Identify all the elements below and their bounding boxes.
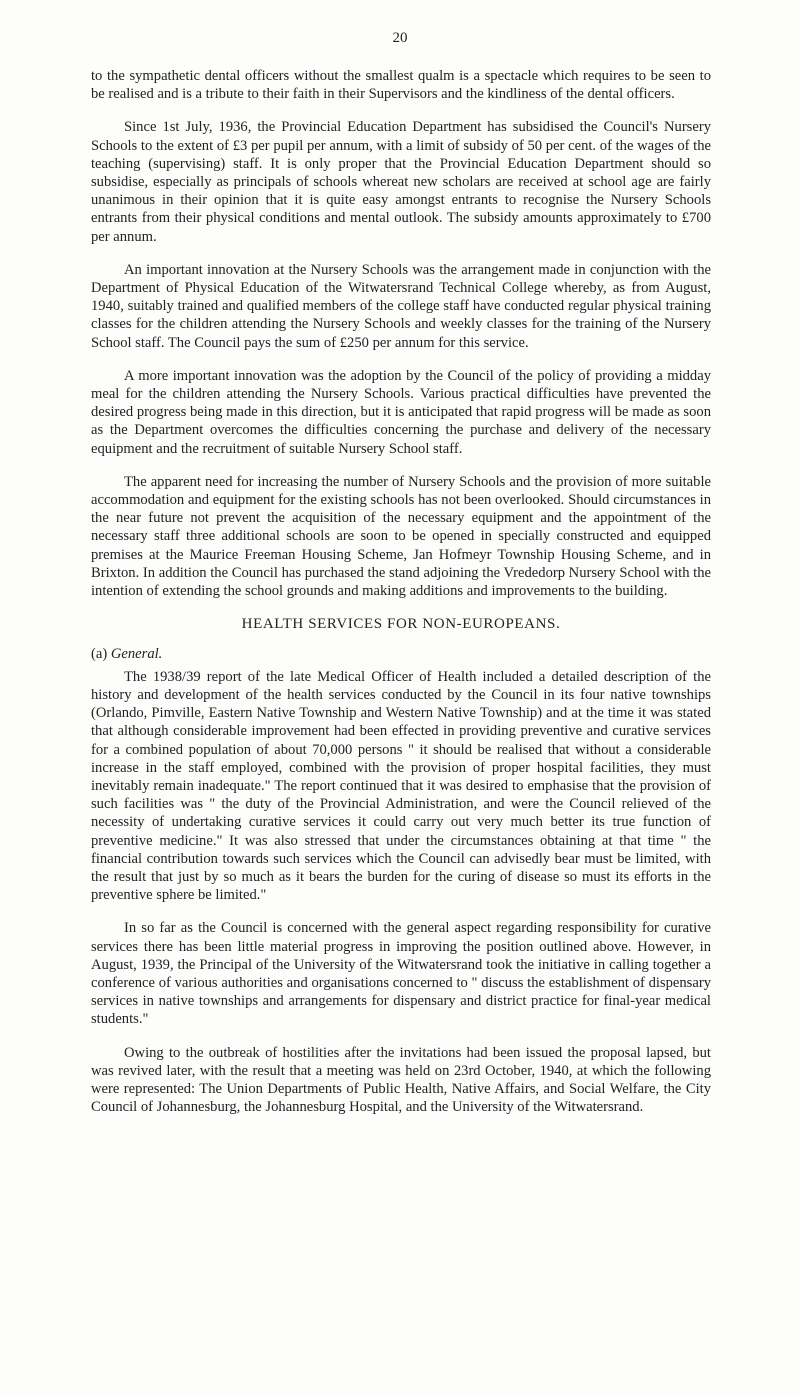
subsection-heading xyxy=(91,645,711,663)
section-heading: HEALTH SERVICES FOR NON-EUROPEANS. xyxy=(241,616,561,633)
document-body xyxy=(91,67,711,1131)
paragraph: The apparent need for increasing the number of Nursery Schools and the provision of more suitable accommodation and equipment for the existing schools has not been overlooked. Should circumstances in the near future not prevent the acquisition of the necessary equipment and the appointment of the necessary staff three additional schools are soon to be opened in specially constructed and equipped premises at the Maurice Freeman Housing Scheme, Jan Hofmeyr Township Housing Scheme, and in Brixton. In addition the Council has purchased the stand adjoining the Vrededorp Nursery School with the intention of extending the school grounds and making additions and improvements to the building. xyxy=(91,473,711,600)
paragraph: Owing to the outbreak of hostilities after the invitations had been issued the proposal lapsed, but was revived later, with the result that a meeting was held on 23rd October, 1940, at which the following were represented: The Union Departments of Public Health, Native Affairs, and Social Welfare, the City Council of Johannesburg, the Johannesburg Hospital, and the University of the Witwatersrand. xyxy=(91,1044,711,1116)
paragraph: An important innovation at the Nursery Schools was the arrangement made in conjunction with the Department of Physical Education of the Witwatersrand Technical College whereby, as from August, 1940, suitably trained and qualified members of the college staff have conducted regular physical training classes for the children attending the Nursery Schools and weekly classes for the training of the Nursery School staff. The Council pays the sum of £250 per annum for this service. xyxy=(91,261,711,351)
paragraph: In so far as the Council is concerned with the general aspect regarding responsibility for curative services there has been little material progress in improving the position outlined above. However, in August, 1939, the Principal of the University of the Witwatersrand took the initiative in calling together a conference of various authorities and organisations concerned to " discuss the establishment of dispensary services in native townships and arrangements for dispensary and district practice for final-year medical students." xyxy=(91,920,711,1028)
subsection-title: General. xyxy=(110,646,163,663)
subsection-marker: (a) xyxy=(91,646,108,663)
page-number: 20 xyxy=(392,30,408,46)
paragraph: A more important innovation was the adoption by the Council of the policy of providing a midday meal for the children attending the Nursery Schools. Various practical difficulties have prevented the desired progress being made in this direction, but it is anticipated that rapid progress will be made as soon as the Department overcomes the difficulties concerning the purchase and delivery of the necessary equipment and the recruitment of suitable Nursery School staff. xyxy=(91,367,711,457)
paragraph: The 1938/39 report of the late Medical Officer of Health included a detailed description of the history and development of the health services conducted by the Council in its four native townships (Orlando, Pimville, Eastern Native Township and Western Native Township) and at the time it was stated that although considerable improvement had been effected in providing preventive and curative services for a combined population of about 70,000 persons " it should be realised that without a considerable increase in the staff employed, combined with the provision of proper hospital facilities, they must inevitably remain inadequate." The report continued that it was desired to emphasise that the provision of such facilities was " the duty of the Provincial Administration, and were the Council relieved of the necessity of undertaking curative services it could carry out very much better its true function of preventive medicine." It was also stressed that under the circumstances obtaining at that time " the financial contribution towards such services which the Council can advisedly bear must be limited, with the result that just by so much as it bears the burden for the curing of disease so must its efforts in the preventive sphere be limited." xyxy=(91,668,711,904)
paragraph: Since 1st July, 1936, the Provincial Education Department has subsidised the Council's Nursery Schools to the extent of £3 per pupil per annum, with a limit of subsidy of 50 per cent. of the wages of the teaching (supervising) staff. It is only proper that the Provincial Education Department should so subsidise, especially as principals of schools whereat new scholars are received at school age are fairly unanimous in their opinion that it is quite easy amongst entrants to recognise the Nursery Schools entrants from their physical conditions and mental outlook. The subsidy amounts approximately to £700 per annum. xyxy=(91,119,711,245)
paragraph: to the sympathetic dental officers without the smallest qualm is a spectacle which requires to be seen to be realised and is a tribute to their faith in their Supervisors and the kindliness of the dental officers. xyxy=(91,68,711,103)
